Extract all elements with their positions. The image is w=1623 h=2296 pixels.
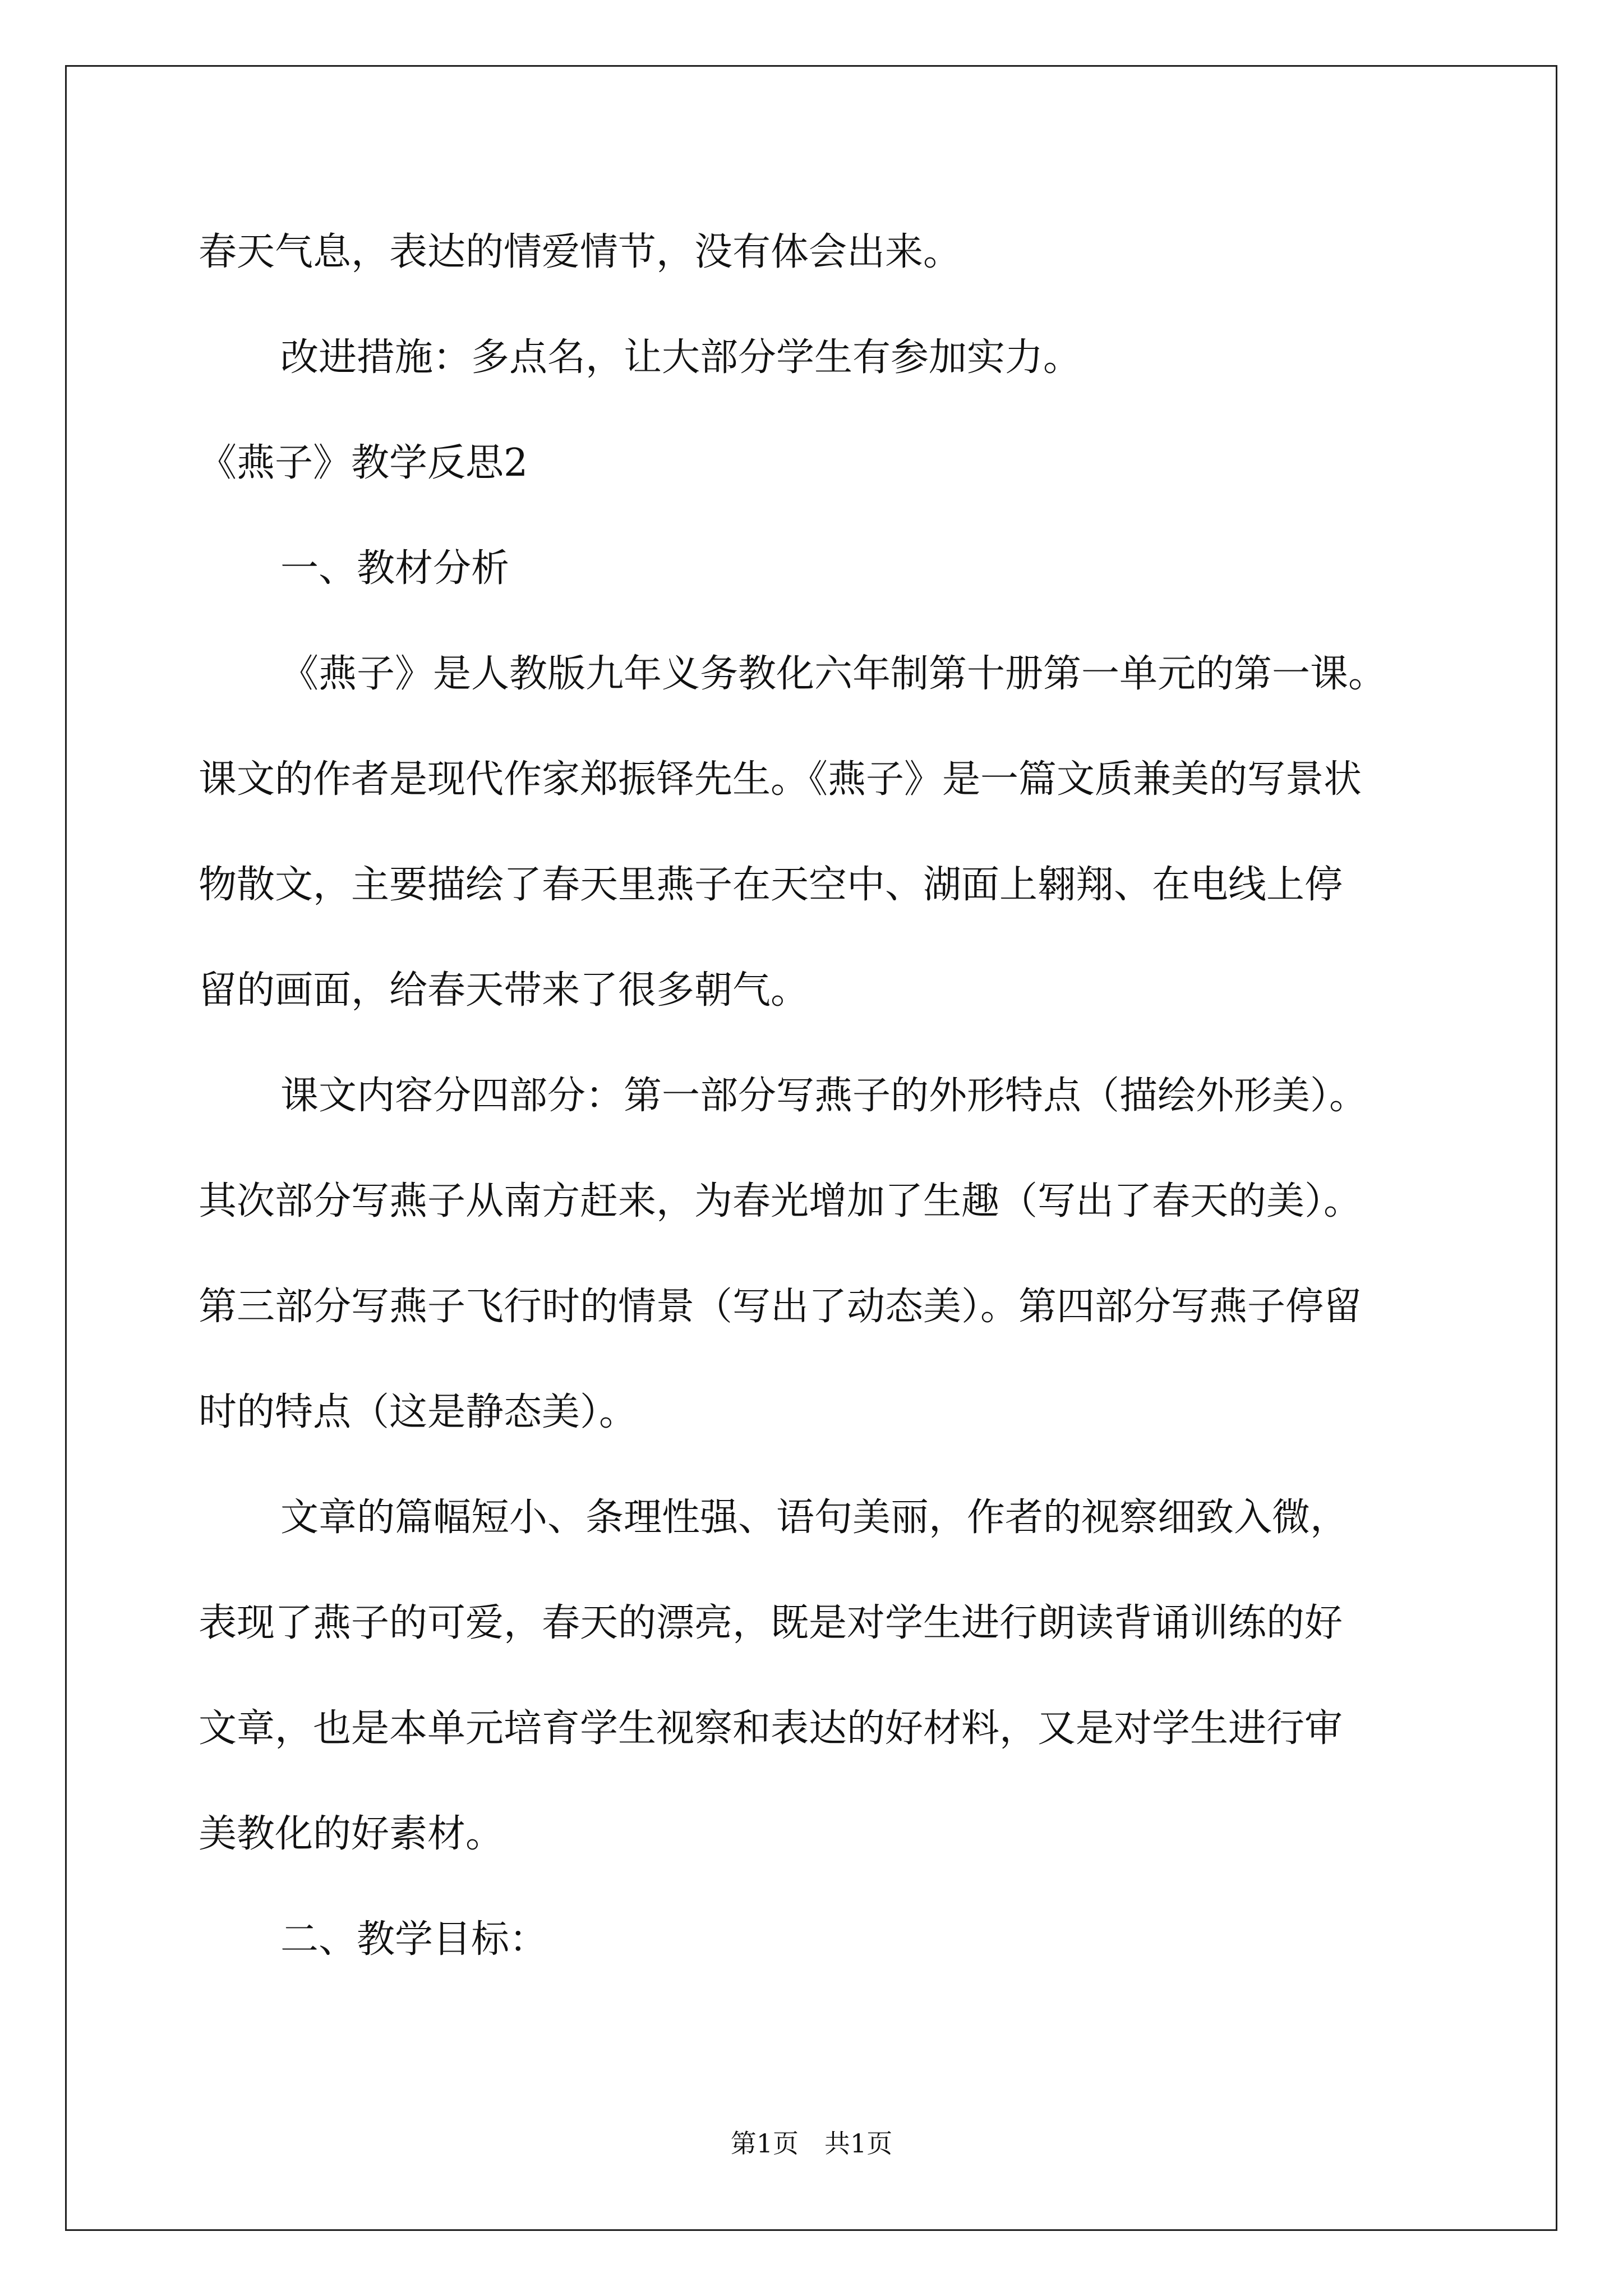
body-line-7: 物散文，主要描绘了春天里燕子在天空中、湖面上翱翔、在电线上停 xyxy=(199,863,1343,907)
body-line-12: 时的特点（这是静态美）。 xyxy=(199,1390,638,1434)
body-line-8: 留的画面，给春天带来了很多朝气。 xyxy=(199,968,809,1013)
page-border xyxy=(65,65,1557,2231)
body-line-13: 文章的篇幅短小、条理性强、语句美丽，作者的视察细致入微， xyxy=(280,1496,1349,1540)
body-line-14: 表现了燕子的可爱，春天的漂亮，既是对学生进行朗读背诵训练的好 xyxy=(199,1601,1343,1645)
body-line-9: 课文内容分四部分：第一部分写燕子的外形特点（描绘外形美）。 xyxy=(280,1074,1368,1118)
body-line-10: 其次部分写燕子从南方赶来，为春光增加了生趣（写出了春天的美）。 xyxy=(199,1179,1362,1223)
heading-teaching-goals: 二、教学目标： xyxy=(280,1917,548,1962)
body-line-2: 改进措施：多点名，让大部分学生有参加实力。 xyxy=(280,335,1082,380)
body-line-11: 第三部分写燕子飞行时的情景（写出了动态美）。第四部分写燕子停留 xyxy=(199,1285,1362,1329)
section-title-2: 《燕子》教学反思2 xyxy=(199,441,528,485)
heading-teaching-material: 一、教材分析 xyxy=(280,546,510,591)
body-line-5: 《燕子》是人教版九年义务教化六年制第十册第一单元的第一课。 xyxy=(280,652,1387,696)
body-line-16: 美教化的好素材。 xyxy=(199,1812,504,1856)
page-number-footer: 第1页 共1页 xyxy=(730,2128,893,2159)
body-line-6: 课文的作者是现代作家郑振铎先生。《燕子》是一篇文质兼美的写景状 xyxy=(199,757,1362,802)
body-line-15: 文章，也是本单元培育学生视察和表达的好材料，又是对学生进行审 xyxy=(199,1706,1343,1751)
body-line-1: 春天气息，表达的情爱情节，没有体会出来。 xyxy=(199,230,962,274)
